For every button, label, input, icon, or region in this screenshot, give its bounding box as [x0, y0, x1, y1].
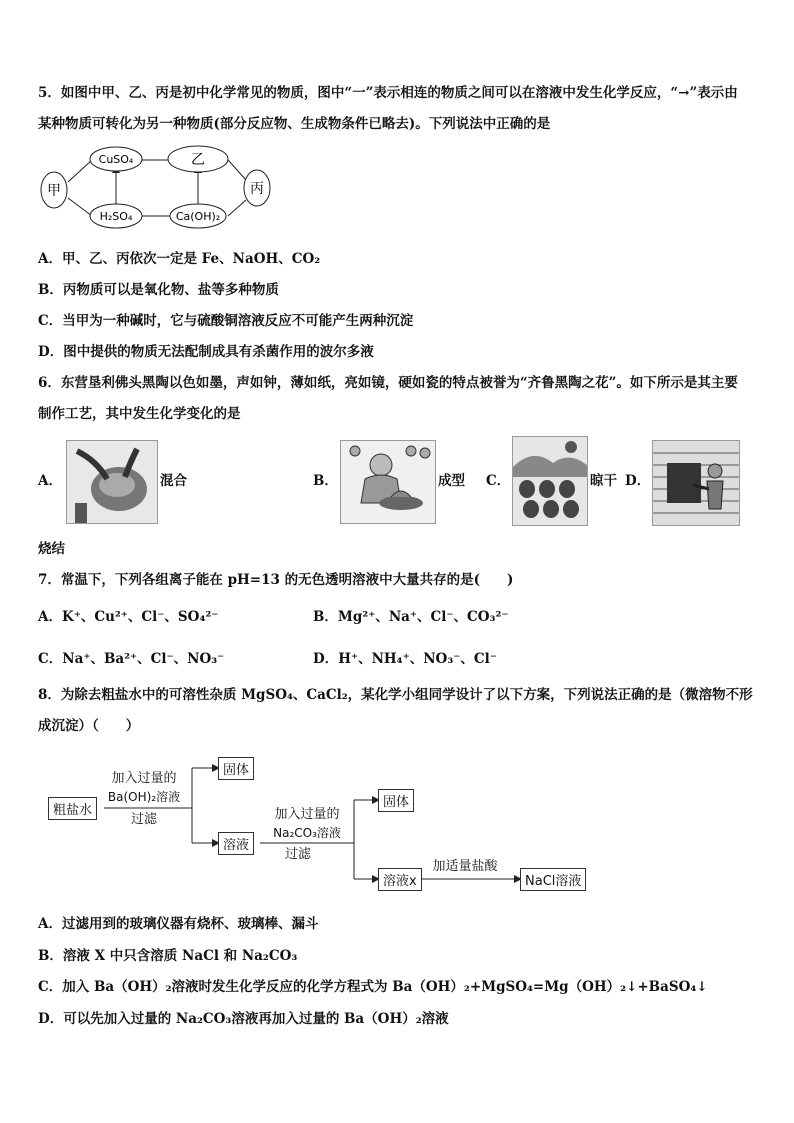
q8-stem-line1: 8．为除去粗盐水中的可溶性杂质 MgSO₄、CaCl₂，某化学小组同学设计了以下方案，下列说法正确的是（微溶物不形 — [38, 687, 753, 703]
q6-image-mixing — [66, 440, 158, 524]
label-jia: 甲 — [47, 183, 61, 199]
q8-stem-line2: 成沉淀）（ ） — [38, 718, 140, 734]
label-bing: 丙 — [250, 181, 264, 197]
q5-stem-line2: 某种物质可转化为另一种物质(部分反应物、生成物条件已略去)。下列说法中正确的是 — [38, 116, 551, 132]
flow-step2-text-c: 过滤 — [284, 847, 311, 862]
q6-image-drying — [512, 436, 588, 526]
q8-option-a[interactable]: A．过滤用到的玻璃仪器有烧杯、玻璃棒、漏斗 — [38, 916, 319, 932]
q6-option-b-letter[interactable]: B． — [313, 473, 338, 489]
flow-step2-text-a: 加入过量的 — [274, 807, 340, 822]
flow-step1-text-a: 加入过量的 — [111, 771, 177, 786]
q7-option-a[interactable]: A．K⁺、Cu²⁺、Cl⁻、SO₄²⁻ — [38, 609, 219, 625]
q7-option-b[interactable]: B．Mg²⁺、Na⁺、Cl⁻、CO₃²⁻ — [313, 609, 509, 625]
q6-option-a-letter[interactable]: A． — [38, 473, 62, 489]
flow-start-box: 粗盐水 — [48, 797, 97, 820]
q7-stem: 7．常温下，下列各组离子能在 pH=13 的无色透明溶液中大量共存的是( ) — [38, 572, 514, 588]
flow-solid1-box: 固体 — [218, 757, 254, 780]
label-cuso4: CuSO₄ — [98, 153, 134, 166]
q5-option-c[interactable]: C．当甲为一种碱时，它与硫酸铜溶液反应不可能产生两种沉淀 — [38, 313, 414, 329]
q6-option-c-letter[interactable]: C． — [486, 473, 511, 489]
q6-stem-line2: 制作工艺，其中发生化学变化的是 — [38, 406, 241, 422]
q6-image-firing — [652, 440, 740, 526]
q6-option-b-label: 成型 — [438, 473, 465, 489]
q8-option-b[interactable]: B．溶液 X 中只含溶质 NaCl 和 Na₂CO₃ — [38, 948, 298, 964]
flow-step1-text-b: Ba(OH)₂溶液 — [107, 790, 181, 804]
q5-stem-line1: 5．如图中甲、乙、丙是初中化学常见的物质，图中“一”表示相连的物质之间可以在溶液中发生化学反应，“→”表示由 — [38, 85, 738, 101]
flow-step1-text-c: 过滤 — [130, 812, 157, 827]
flow-step2-text-b: Na₂CO₃溶液 — [273, 826, 341, 840]
q6-image-shaping — [340, 440, 436, 524]
q5-option-b[interactable]: B．丙物质可以是氧化物、盐等多种物质 — [38, 282, 279, 298]
q7-option-c[interactable]: C．Na⁺、Ba²⁺、Cl⁻、NO₃⁻ — [38, 651, 225, 667]
q6-option-c-label: 晾干 — [590, 473, 617, 489]
flow-step3-text: 加适量盐酸 — [432, 859, 498, 874]
label-yi: 乙 — [191, 152, 205, 168]
flow-solution1-box: 溶液 — [218, 832, 254, 855]
label-h2so4: H₂SO₄ — [99, 210, 133, 223]
label-caoh2: Ca(OH)₂ — [175, 210, 221, 223]
flow-solid2-box: 固体 — [378, 789, 414, 812]
q7-option-d[interactable]: D．H⁺、NH₄⁺、NO₃⁻、Cl⁻ — [313, 651, 497, 667]
q5-option-d[interactable]: D．图中提供的物质无法配制成具有杀菌作用的波尔多液 — [38, 344, 374, 360]
q8-option-d[interactable]: D．可以先加入过量的 Na₂CO₃溶液再加入过量的 Ba（OH）₂溶液 — [38, 1011, 449, 1027]
flow-final-box: NaCl溶液 — [520, 868, 586, 891]
q5-option-a[interactable]: A．甲、乙、丙依次一定是 Fe、NaOH、CO₂ — [38, 251, 321, 267]
q6-option-d-letter[interactable]: D． — [625, 473, 651, 489]
q6-option-d-label: 烧结 — [38, 541, 65, 557]
q6-option-a-label: 混合 — [160, 473, 187, 489]
q8-option-c[interactable]: C．加入 Ba（OH）₂溶液时发生化学反应的化学方程式为 Ba（OH）₂+MgSO₄=Mg（OH）₂↓+BaSO₄↓ — [38, 979, 708, 995]
flow-solutionx-box: 溶液x — [378, 868, 422, 891]
q6-stem-line1: 6．东营垦利佛头黑陶以色如墨，声如钟，薄如纸，亮如镜，硬如瓷的特点被誉为“齐鲁黑陶之花”。如下所示是其主要 — [38, 375, 738, 391]
q5-relation-diagram — [40, 142, 280, 230]
